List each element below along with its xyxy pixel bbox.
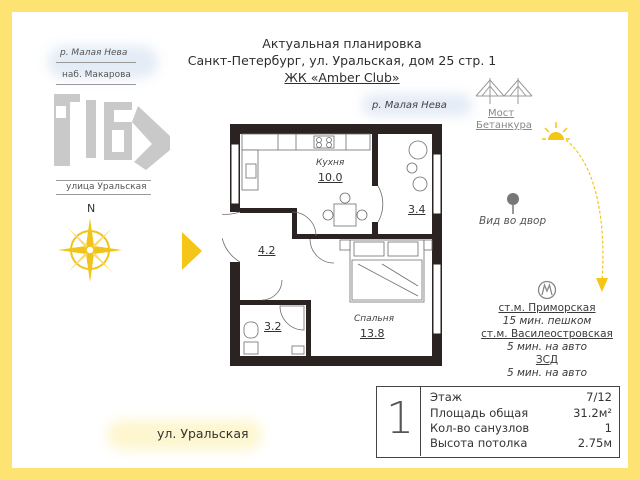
- bedroom-label: Спальня: [354, 314, 395, 324]
- metro-icon: [536, 280, 558, 300]
- map-embankment-label: наб. Макарова: [62, 70, 131, 80]
- rooms-count: 1: [386, 393, 414, 444]
- bedroom-area: 13.8: [360, 327, 385, 340]
- info-label: Площадь общая: [430, 406, 529, 420]
- header-complex: ЖК «Amber Club»: [284, 70, 400, 85]
- map-river-label: р. Малая Нева: [60, 48, 128, 58]
- compass-rose-icon: [56, 216, 124, 284]
- road-time: 5 мин. на авто: [506, 367, 588, 379]
- sun-path-arrow-icon: [562, 136, 614, 296]
- bed: [340, 240, 432, 302]
- view-label: Вид во двор: [479, 215, 547, 227]
- view-arrow-icon: [180, 230, 204, 272]
- balcony-furniture: [407, 141, 427, 191]
- metro-station-2: ст.м. Василеостровская: [481, 328, 613, 340]
- kitchen-area: 10.0: [318, 171, 343, 184]
- map-buildings: [50, 92, 175, 174]
- kitchen-label: Кухня: [316, 158, 345, 168]
- info-label: Высота потолка: [430, 436, 528, 450]
- map-embankment-line: [56, 84, 136, 85]
- bridge-icon: [474, 76, 534, 106]
- info-value: 7/12: [586, 390, 612, 404]
- info-value: 31.2м²: [573, 406, 612, 420]
- header-title: Актуальная планировка: [262, 36, 422, 51]
- metro-station-2-time: 5 мин. на авто: [506, 341, 588, 353]
- map-river-line: [56, 62, 136, 63]
- compass-north-label: N: [87, 202, 96, 215]
- view-pin-icon: [505, 192, 521, 216]
- metro-station-1: ст.м. Приморская: [498, 302, 596, 314]
- bathroom-area: 3.2: [264, 320, 282, 333]
- info-divider: [420, 386, 421, 456]
- dining-table: [323, 193, 367, 226]
- header-address: Санкт-Петербург, ул. Уральская, дом 25 стр. 1: [187, 53, 497, 68]
- street-label-bottom: ул. Уральская: [157, 426, 249, 441]
- bridge-label-2: Бетанкура: [476, 120, 532, 131]
- metro-station-1-time: 15 мин. пешком: [502, 315, 592, 327]
- hall-area: 4.2: [258, 244, 276, 257]
- floor-plan: [222, 114, 452, 374]
- kitchen-counter: [242, 134, 370, 190]
- info-label: Этаж: [430, 390, 463, 404]
- info-label: Кол-во санузлов: [430, 421, 530, 435]
- map-street-line-bottom: [56, 194, 151, 195]
- info-value: 1: [604, 421, 612, 435]
- map-street-line-top: [56, 180, 151, 181]
- info-value: 2.75м: [577, 436, 612, 450]
- balcony-area: 3.4: [408, 203, 426, 216]
- road-label: ЗСД: [535, 354, 559, 366]
- bridge-label-1: Мост: [488, 108, 515, 119]
- map-street-label: улица Уральская: [66, 182, 147, 192]
- river-label-right: р. Малая Нева: [372, 100, 447, 111]
